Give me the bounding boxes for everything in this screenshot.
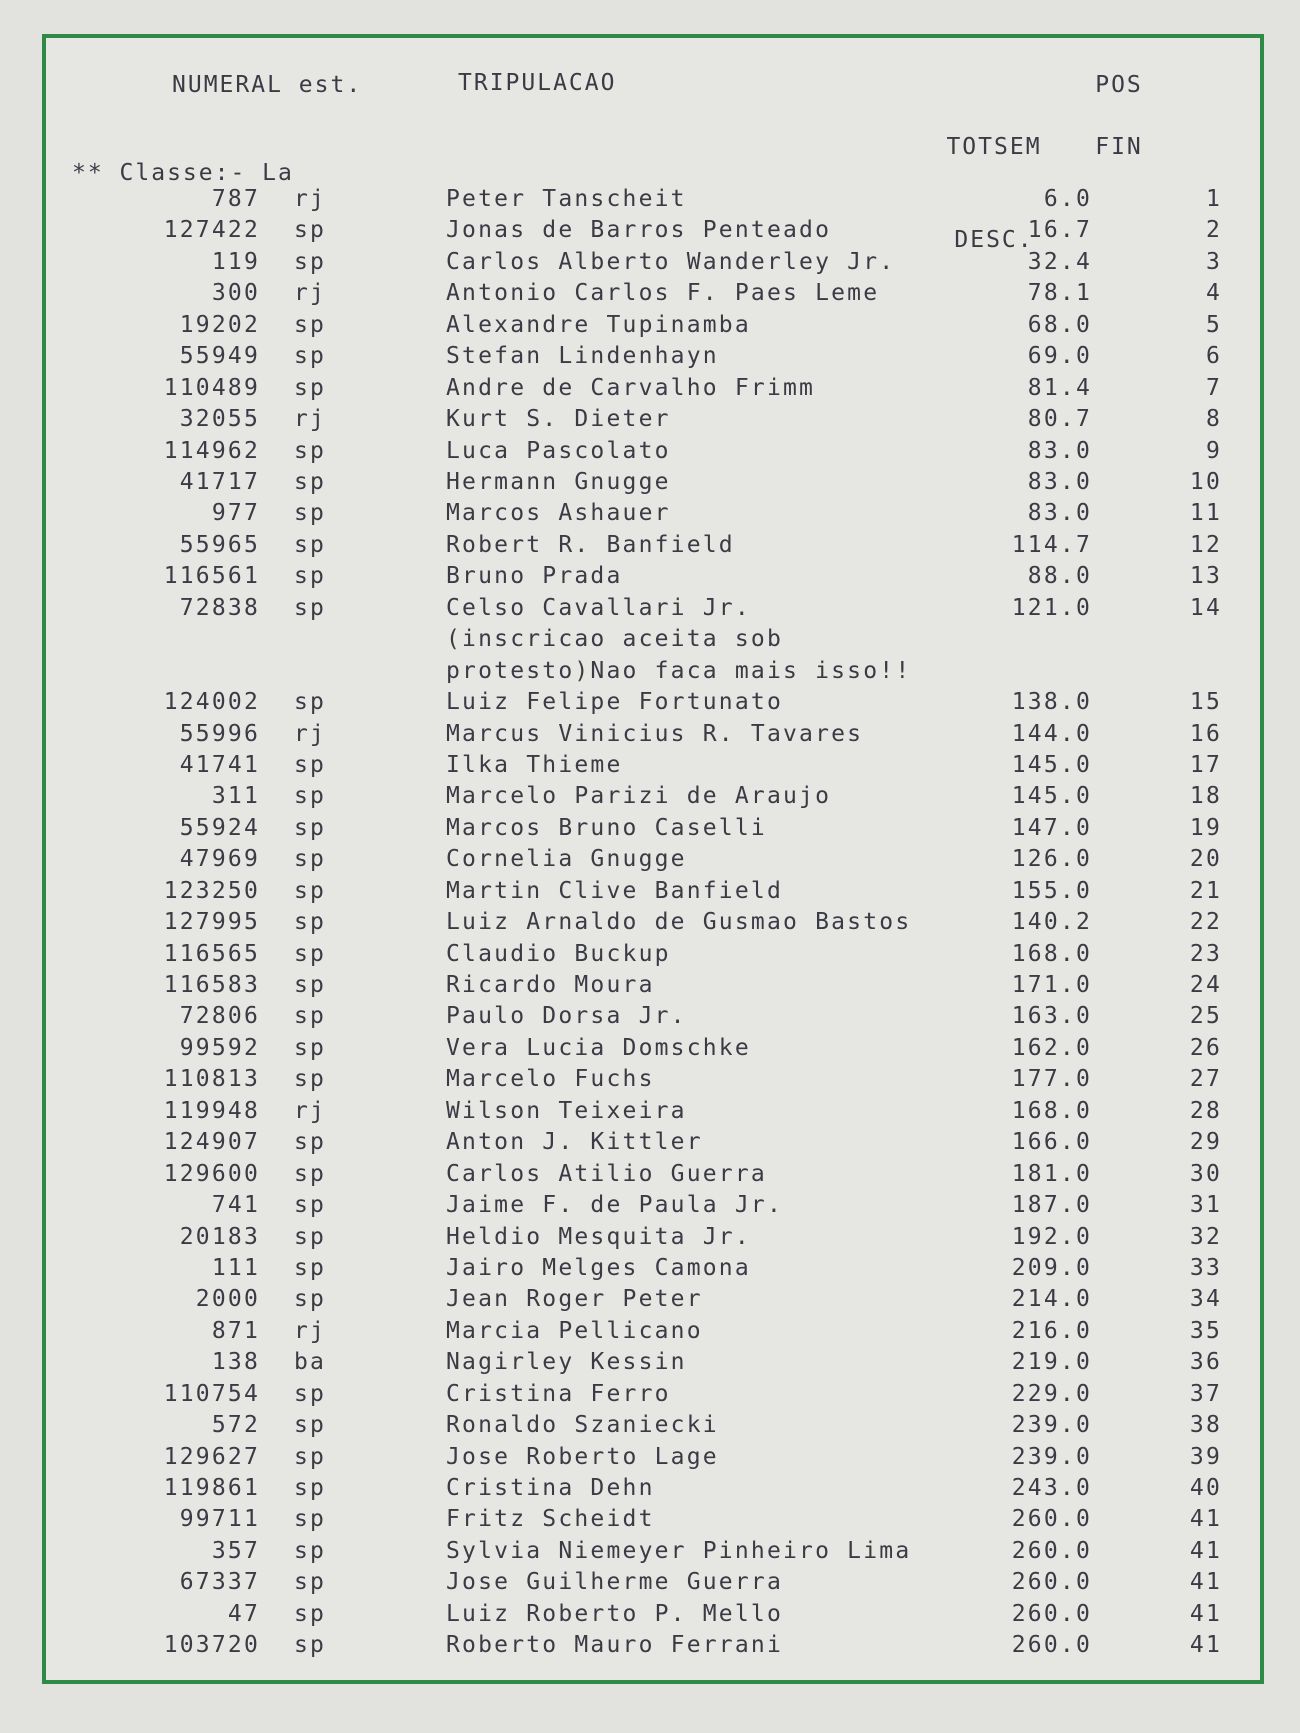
state-cell: sp [294,1066,327,1093]
position-cell: 10 [1189,468,1222,495]
numeral-cell: 55924 [179,814,260,841]
numeral-cell: 572 [211,1412,260,1439]
position-cell: 37 [1189,1380,1222,1407]
numeral-cell: 99711 [179,1506,260,1533]
total-cell: 114.7 [1011,531,1092,558]
position-cell: 26 [1189,1034,1222,1061]
state-cell: sp [294,248,327,275]
total-cell: 171.0 [1011,972,1092,999]
table-row [46,310,1260,341]
numeral-cell: 55965 [179,531,260,558]
header-numeral: NUMERAL est. [172,72,363,98]
crew-cell: Carlos Atilio Guerra [446,1160,767,1187]
header-fin: FIN [1095,134,1143,160]
state-cell: sp [294,1254,327,1281]
numeral-cell: 20183 [179,1223,260,1250]
total-cell: 260.0 [1011,1537,1092,1564]
table-row [46,184,1260,215]
crew-cell: Hermann Gnugge [446,468,671,495]
total-cell: 69.0 [1027,343,1092,370]
crew-cell: Stefan Lindenhayn [446,343,719,370]
numeral-cell: 129600 [163,1160,260,1187]
position-cell: 33 [1189,1254,1222,1281]
crew-cell: Martin Clive Banfield [446,877,783,904]
header-totsem-line1: TOTSEM [946,134,1042,160]
crew-cell: Cristina Dehn [446,1475,655,1502]
total-cell: 83.0 [1027,437,1092,464]
table-row [46,1347,1260,1378]
position-cell: 29 [1189,1129,1222,1156]
position-cell: 39 [1189,1443,1222,1470]
numeral-cell: 116583 [163,972,260,999]
crew-cell: Antonio Carlos F. Paes Leme [446,280,880,307]
numeral-cell: 871 [211,1317,260,1344]
position-cell: 4 [1205,280,1222,307]
table-row [46,436,1260,467]
crew-cell: Marcia Pellicano [446,1317,703,1344]
table-row [46,970,1260,1001]
position-cell: 41 [1189,1569,1222,1596]
position-cell: 35 [1189,1317,1222,1344]
state-cell: sp [294,563,327,590]
table-row [46,939,1260,970]
numeral-cell: 787 [211,186,260,212]
table-row [46,1473,1260,1504]
state-cell: sp [294,1192,327,1219]
state-cell: sp [294,846,327,873]
total-cell: 181.0 [1011,1160,1092,1187]
crew-cell: Heldio Mesquita Jr. [446,1223,751,1250]
crew-cell: Jairo Melges Camona [446,1254,751,1281]
crew-cell: Luca Pascolato [446,437,671,464]
position-cell: 12 [1189,531,1222,558]
state-cell: sp [294,1003,327,1030]
state-cell: rj [294,280,327,307]
table-row [46,1630,1260,1661]
total-cell: 192.0 [1011,1223,1092,1250]
position-cell: 20 [1189,846,1222,873]
state-cell: sp [294,500,327,527]
state-cell: sp [294,1223,327,1250]
table-row [46,907,1260,938]
position-cell: 27 [1189,1066,1222,1093]
crew-cell: Peter Tanscheit [446,186,687,212]
total-cell: 145.0 [1011,751,1092,778]
table-row [46,1284,1260,1315]
crew-cell: Luiz Felipe Fortunato [446,689,783,716]
total-cell: 187.0 [1011,1192,1092,1219]
position-cell: 38 [1189,1412,1222,1439]
total-cell: 88.0 [1027,563,1092,590]
position-cell: 32 [1189,1223,1222,1250]
total-cell: 239.0 [1011,1443,1092,1470]
table-row [46,876,1260,907]
position-cell: 18 [1189,783,1222,810]
crew-cell: Marcelo Parizi de Araujo [446,783,832,810]
results-frame [42,34,1264,1684]
total-cell: 260.0 [1011,1569,1092,1596]
position-cell: 28 [1189,1097,1222,1124]
numeral-cell: 72806 [179,1003,260,1030]
crew-cell: Sylvia Niemeyer Pinheiro Lima [446,1537,912,1564]
table-row [46,1001,1260,1032]
table-row [46,1379,1260,1410]
numeral-cell: 99592 [179,1034,260,1061]
crew-cell: Carlos Alberto Wanderley Jr. [446,248,896,275]
crew-cell: Marcos Bruno Caselli [446,814,767,841]
crew-cell: Anton J. Kittler [446,1129,703,1156]
crew-cell: Ronaldo Szaniecki [446,1412,719,1439]
numeral-cell: 41717 [179,468,260,495]
crew-cell: Wilson Teixeira [446,1097,687,1124]
table-row [46,750,1260,781]
total-cell: 144.0 [1011,720,1092,747]
numeral-cell: 119861 [163,1475,260,1502]
state-cell: sp [294,374,327,401]
position-cell: 41 [1189,1506,1222,1533]
table-row [46,1064,1260,1095]
position-cell: 41 [1189,1600,1222,1627]
position-cell: 22 [1189,909,1222,936]
total-cell: 260.0 [1011,1600,1092,1627]
total-cell: 229.0 [1011,1380,1092,1407]
numeral-cell: 55996 [179,720,260,747]
position-cell: 1 [1205,186,1222,212]
table-row [46,844,1260,875]
total-cell: 145.0 [1011,783,1092,810]
numeral-cell: 116561 [163,563,260,590]
position-cell: 13 [1189,563,1222,590]
class-label: ** Classe:- La [72,160,294,186]
table-row [46,498,1260,529]
position-cell: 17 [1189,751,1222,778]
crew-cell: Fritz Scheidt [446,1506,655,1533]
total-cell: 83.0 [1027,468,1092,495]
crew-cell: Luiz Roberto P. Mello [446,1600,783,1627]
state-cell: rj [294,1097,327,1124]
total-cell: 78.1 [1027,280,1092,307]
crew-cell: Jose Guilherme Guerra [446,1569,783,1596]
position-cell: 9 [1205,437,1222,464]
state-cell: sp [294,531,327,558]
numeral-cell: 103720 [163,1632,260,1659]
total-cell: 81.4 [1027,374,1092,401]
total-cell: 16.7 [1027,217,1092,244]
state-cell: rj [294,186,327,212]
total-cell: 168.0 [1011,1097,1092,1124]
state-cell: sp [294,1160,327,1187]
table-row [46,1316,1260,1347]
position-cell: 3 [1205,248,1222,275]
numeral-cell: 119 [211,248,260,275]
total-cell: 166.0 [1011,1129,1092,1156]
position-cell: 25 [1189,1003,1222,1030]
total-cell: 6.0 [1043,186,1092,212]
position-cell: 21 [1189,877,1222,904]
numeral-cell: 72838 [179,594,260,621]
total-cell: 214.0 [1011,1286,1092,1313]
crew-cell: Cornelia Gnugge [446,846,687,873]
numeral-cell: 67337 [179,1569,260,1596]
table-row [46,278,1260,309]
crew-cell: Jose Roberto Lage [446,1443,719,1470]
state-cell: sp [294,468,327,495]
numeral-cell: 32055 [179,406,260,433]
crew-cell: Luiz Arnaldo de Gusmao Bastos [446,909,912,936]
header-pos: POS [1095,72,1143,98]
numeral-cell: 357 [211,1537,260,1564]
position-cell: 11 [1189,500,1222,527]
total-cell: 243.0 [1011,1475,1092,1502]
numeral-cell: 47969 [179,846,260,873]
total-cell: 80.7 [1027,406,1092,433]
position-cell: 24 [1189,972,1222,999]
crew-cell: Roberto Mauro Ferrani [446,1632,783,1659]
crew-cell: Marcos Ashauer [446,500,671,527]
table-row [46,1504,1260,1535]
total-cell: 216.0 [1011,1317,1092,1344]
header-tripulacao: TRIPULACAO [458,70,617,96]
crew-cell: Kurt S. Dieter [446,406,671,433]
numeral-cell: 119948 [163,1097,260,1124]
crew-cell: Vera Lucia Domschke [446,1034,751,1061]
state-cell: sp [294,1286,327,1313]
table-row [46,373,1260,404]
position-cell: 40 [1189,1475,1222,1502]
state-cell: rj [294,406,327,433]
position-cell: 16 [1189,720,1222,747]
numeral-cell: 123250 [163,877,260,904]
crew-cell: Jean Roger Peter [446,1286,703,1313]
total-cell: 126.0 [1011,846,1092,873]
total-cell: 260.0 [1011,1632,1092,1659]
numeral-cell: 19202 [179,311,260,338]
table-row [46,593,1260,687]
numeral-cell: 127422 [163,217,260,244]
crew-cell: Celso Cavallari Jr. (inscricao aceita sob protesto)Nao faca mais isso!! [446,594,912,684]
numeral-cell: 124002 [163,689,260,716]
state-cell: sp [294,437,327,464]
state-cell: sp [294,1537,327,1564]
crew-cell: Ricardo Moura [446,972,655,999]
numeral-cell: 110489 [163,374,260,401]
state-cell: rj [294,720,327,747]
total-cell: 138.0 [1011,689,1092,716]
numeral-cell: 55949 [179,343,260,370]
crew-cell: Marcus Vinicius R. Tavares [446,720,864,747]
table-row [46,215,1260,246]
table-row [46,1033,1260,1064]
table-row [46,1190,1260,1221]
state-cell: sp [294,1475,327,1502]
total-cell: 168.0 [1011,940,1092,967]
state-cell: ba [294,1349,327,1376]
total-cell: 32.4 [1027,248,1092,275]
position-cell: 5 [1205,311,1222,338]
crew-cell: Claudio Buckup [446,940,671,967]
table-row [46,1127,1260,1158]
state-cell: sp [294,877,327,904]
position-cell: 8 [1205,406,1222,433]
crew-cell: Nagirley Kessin [446,1349,687,1376]
numeral-cell: 138 [211,1349,260,1376]
table-row [46,561,1260,592]
state-cell: sp [294,814,327,841]
state-cell: sp [294,972,327,999]
total-cell: 163.0 [1011,1003,1092,1030]
crew-cell: Cristina Ferro [446,1380,671,1407]
total-cell: 140.2 [1011,909,1092,936]
table-row [46,530,1260,561]
crew-cell: Jonas de Barros Penteado [446,217,832,244]
position-cell: 41 [1189,1632,1222,1659]
numeral-cell: 110754 [163,1380,260,1407]
numeral-cell: 977 [211,500,260,527]
numeral-cell: 116565 [163,940,260,967]
position-cell: 31 [1189,1192,1222,1219]
table-row [46,781,1260,812]
state-cell: sp [294,909,327,936]
results-table [46,184,1260,1662]
position-cell: 36 [1189,1349,1222,1376]
state-cell: sp [294,1129,327,1156]
position-cell: 19 [1189,814,1222,841]
table-row [46,341,1260,372]
numeral-cell: 114962 [163,437,260,464]
numeral-cell: 129627 [163,1443,260,1470]
total-cell: 239.0 [1011,1412,1092,1439]
numeral-cell: 111 [211,1254,260,1281]
crew-cell: Bruno Prada [446,563,623,590]
total-cell: 209.0 [1011,1254,1092,1281]
total-cell: 260.0 [1011,1506,1092,1533]
state-cell: sp [294,1034,327,1061]
state-cell: sp [294,1632,327,1659]
state-cell: sp [294,217,327,244]
state-cell: sp [294,594,327,621]
state-cell: sp [294,1506,327,1533]
state-cell: sp [294,1412,327,1439]
crew-cell: Paulo Dorsa Jr. [446,1003,687,1030]
state-cell: sp [294,751,327,778]
numeral-cell: 124907 [163,1129,260,1156]
state-cell: sp [294,311,327,338]
table-row [46,719,1260,750]
position-cell: 14 [1189,594,1222,621]
table-row [46,687,1260,718]
total-cell: 162.0 [1011,1034,1092,1061]
table-row [46,1410,1260,1441]
total-cell: 155.0 [1011,877,1092,904]
numeral-cell: 2000 [195,1286,260,1313]
total-cell: 121.0 [1011,594,1092,621]
crew-cell: Marcelo Fuchs [446,1066,655,1093]
total-cell: 219.0 [1011,1349,1092,1376]
table-row [46,1253,1260,1284]
total-cell: 68.0 [1027,311,1092,338]
numeral-cell: 741 [211,1192,260,1219]
crew-cell: Jaime F. de Paula Jr. [446,1192,783,1219]
numeral-cell: 47 [227,1600,260,1627]
numeral-cell: 110813 [163,1066,260,1093]
table-row [46,1222,1260,1253]
table-row [46,1159,1260,1190]
state-cell: sp [294,1380,327,1407]
numeral-cell: 41741 [179,751,260,778]
position-cell: 2 [1205,217,1222,244]
position-cell: 30 [1189,1160,1222,1187]
position-cell: 34 [1189,1286,1222,1313]
total-cell: 177.0 [1011,1066,1092,1093]
position-cell: 23 [1189,940,1222,967]
state-cell: sp [294,689,327,716]
header-totsem-line2: DESC. [954,227,1034,253]
state-cell: sp [294,940,327,967]
table-row [46,1536,1260,1567]
numeral-cell: 311 [211,783,260,810]
table-row [46,404,1260,435]
state-cell: sp [294,1600,327,1627]
table-row [46,247,1260,278]
crew-cell: Ilka Thieme [446,751,623,778]
state-cell: rj [294,1317,327,1344]
state-cell: sp [294,343,327,370]
table-row [46,1096,1260,1127]
numeral-cell: 127995 [163,909,260,936]
table-row [46,813,1260,844]
position-cell: 7 [1205,374,1222,401]
position-cell: 41 [1189,1537,1222,1564]
crew-cell: Robert R. Banfield [446,531,735,558]
crew-cell: Andre de Carvalho Frimm [446,374,816,401]
table-row [46,1567,1260,1598]
table-row [46,1442,1260,1473]
numeral-cell: 300 [211,280,260,307]
total-cell: 147.0 [1011,814,1092,841]
crew-cell: Alexandre Tupinamba [446,311,751,338]
table-row [46,467,1260,498]
total-cell: 83.0 [1027,500,1092,527]
position-cell: 6 [1205,343,1222,370]
state-cell: sp [294,1443,327,1470]
table-row [46,1599,1260,1630]
state-cell: sp [294,783,327,810]
position-cell: 15 [1189,689,1222,716]
state-cell: sp [294,1569,327,1596]
